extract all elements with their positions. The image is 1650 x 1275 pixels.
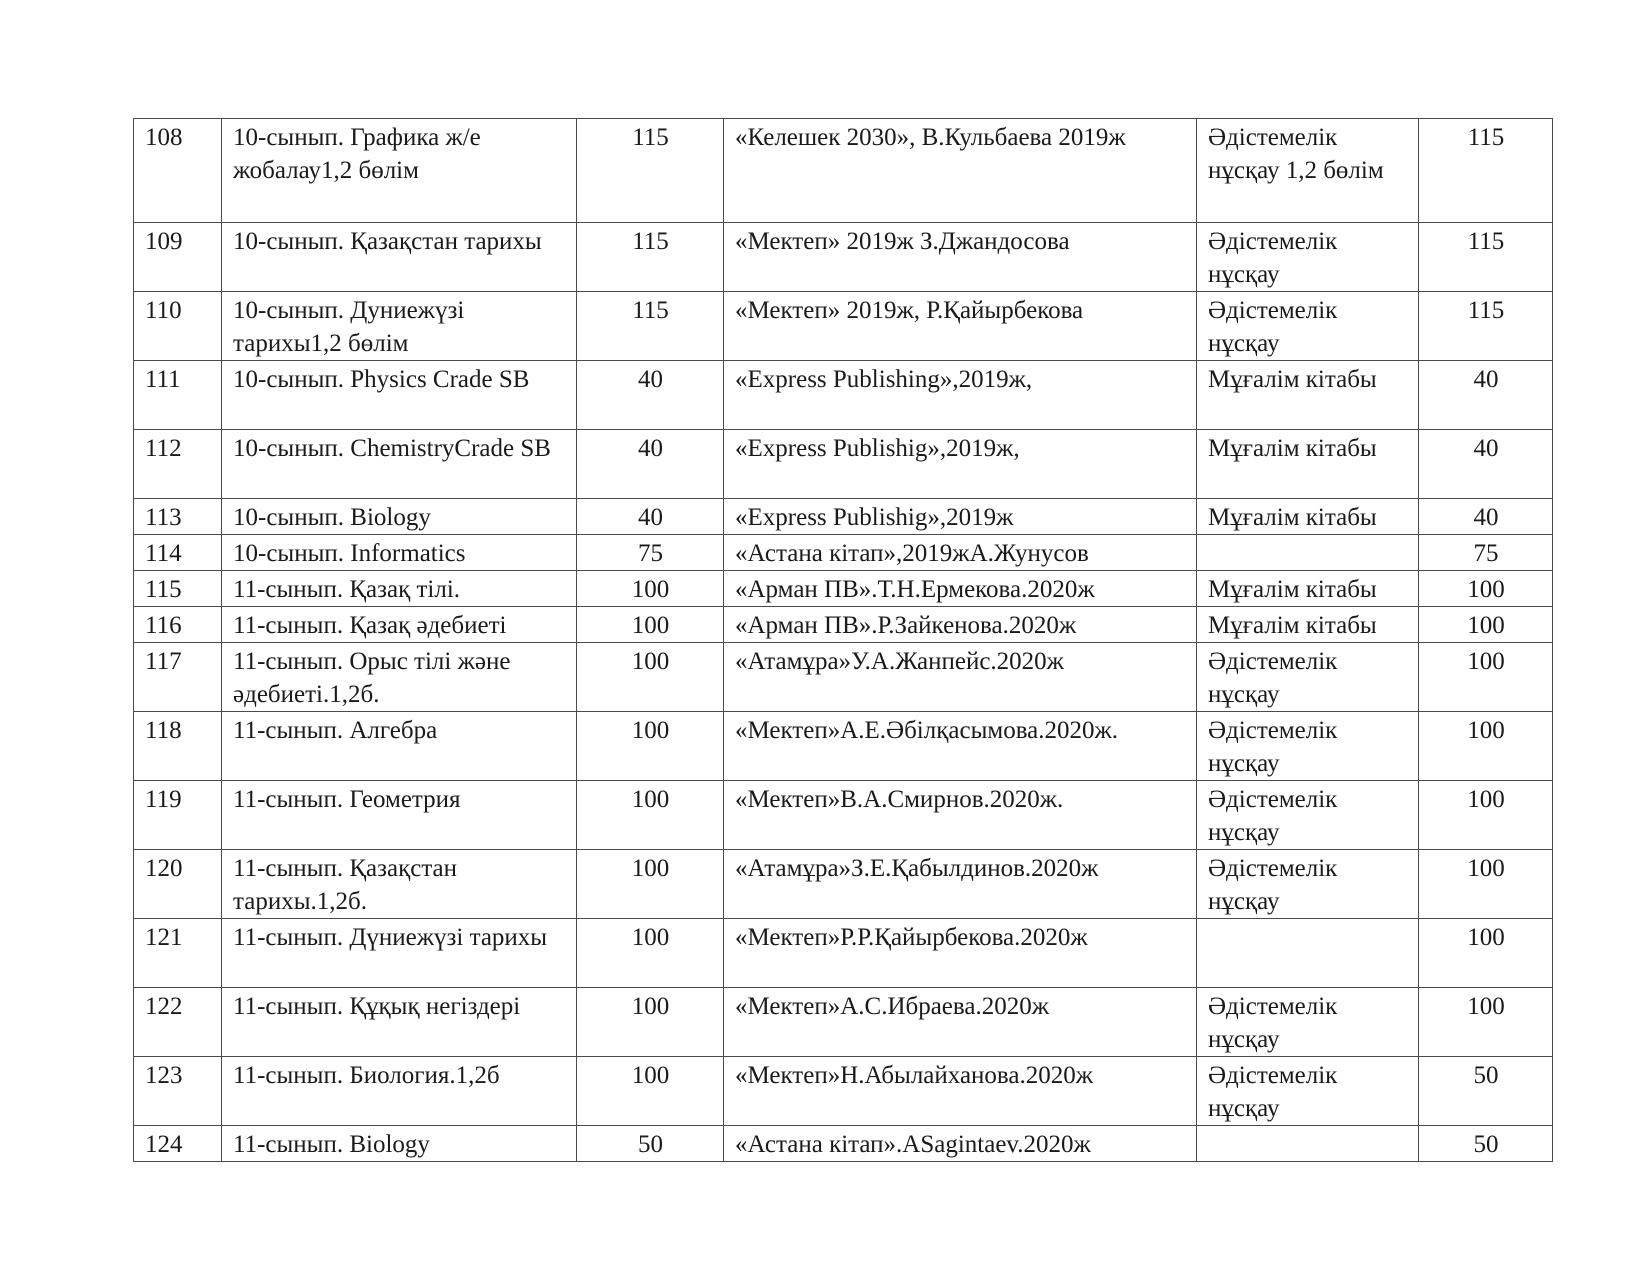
publisher-cell: «Келешек 2030», В.Кульбаева 2019ж (724, 119, 1197, 223)
quantity-issued-cell: 40 (1419, 430, 1553, 499)
quantity-cell: 100 (577, 712, 724, 781)
title-cell: 11-сынып. Орыс тілі және әдебиеті.1,2б. (222, 643, 577, 712)
table-row (134, 712, 1553, 781)
title-cell: 11-сынып. Biology (222, 1126, 577, 1162)
table-row (134, 988, 1553, 1057)
type-cell: Әдістемелік нұсқау 1,2 бөлім (1197, 119, 1419, 223)
quantity-issued-cell: 100 (1419, 607, 1553, 643)
title-cell: 11-сынып. Қазақстан тарихы.1,2б. (222, 850, 577, 919)
quantity-cell: 40 (577, 430, 724, 499)
quantity-cell: 40 (577, 361, 724, 430)
table-row (134, 607, 1553, 643)
publisher-cell: «Мектеп» 2019ж, Р.Қайырбекова (724, 292, 1197, 361)
publisher-cell: «Мектеп»Н.Абылайханова.2020ж (724, 1057, 1197, 1126)
quantity-cell: 100 (577, 988, 724, 1057)
row-number-cell: 108 (134, 119, 222, 223)
publisher-cell: «Мектеп» 2019ж З.Джандосова (724, 223, 1197, 292)
title-cell: 11-сынып. Алгебра (222, 712, 577, 781)
title-cell: 10-сынып. Қазақстан тарихы (222, 223, 577, 292)
quantity-issued-cell: 115 (1419, 223, 1553, 292)
quantity-issued-cell: 100 (1419, 988, 1553, 1057)
publisher-cell: «Атамұра»У.А.Жанпейс.2020ж (724, 643, 1197, 712)
quantity-cell: 40 (577, 499, 724, 535)
quantity-cell: 100 (577, 850, 724, 919)
type-cell: Әдістемелік нұсқау (1197, 292, 1419, 361)
textbook-table (133, 118, 1553, 1162)
quantity-cell: 100 (577, 571, 724, 607)
row-number-cell: 110 (134, 292, 222, 361)
row-number-cell: 123 (134, 1057, 222, 1126)
table-body (134, 119, 1553, 1162)
title-cell: 11-сынып. Қазақ тілі. (222, 571, 577, 607)
quantity-issued-cell: 50 (1419, 1126, 1553, 1162)
publisher-cell: «Мектеп»Р.Р.Қайырбекова.2020ж (724, 919, 1197, 988)
type-cell: Әдістемелік нұсқау (1197, 1057, 1419, 1126)
quantity-issued-cell: 100 (1419, 712, 1553, 781)
type-cell: Әдістемелік нұсқау (1197, 643, 1419, 712)
type-cell: Әдістемелік нұсқау (1197, 988, 1419, 1057)
title-cell: 11-сынып. Биология.1,2б (222, 1057, 577, 1126)
publisher-cell: «Express Publishing»,2019ж, (724, 361, 1197, 430)
row-number-cell: 114 (134, 535, 222, 571)
row-number-cell: 111 (134, 361, 222, 430)
quantity-issued-cell: 100 (1419, 643, 1553, 712)
publisher-cell: «Астана кітап».ASagintaev.2020ж (724, 1126, 1197, 1162)
type-cell (1197, 1126, 1419, 1162)
quantity-cell: 50 (577, 1126, 724, 1162)
publisher-cell: «Арман ПВ».Р.Зайкенова.2020ж (724, 607, 1197, 643)
quantity-issued-cell: 50 (1419, 1057, 1553, 1126)
quantity-cell: 100 (577, 781, 724, 850)
title-cell: 11-сынып. Қазақ әдебиеті (222, 607, 577, 643)
type-cell: Мұғалім кітабы (1197, 361, 1419, 430)
table-row (134, 361, 1553, 430)
publisher-cell: «Express Publishig»,2019ж (724, 499, 1197, 535)
type-cell: Әдістемелік нұсқау (1197, 223, 1419, 292)
type-cell: Мұғалім кітабы (1197, 499, 1419, 535)
quantity-issued-cell: 75 (1419, 535, 1553, 571)
quantity-issued-cell: 100 (1419, 919, 1553, 988)
quantity-issued-cell: 100 (1419, 781, 1553, 850)
row-number-cell: 121 (134, 919, 222, 988)
title-cell: 11-сынып. Құқық негіздері (222, 988, 577, 1057)
type-cell (1197, 535, 1419, 571)
quantity-cell: 100 (577, 643, 724, 712)
table-row (134, 119, 1553, 223)
quantity-cell: 115 (577, 223, 724, 292)
row-number-cell: 117 (134, 643, 222, 712)
quantity-cell: 115 (577, 119, 724, 223)
row-number-cell: 109 (134, 223, 222, 292)
table-row (134, 292, 1553, 361)
table-row (134, 643, 1553, 712)
table-row (134, 850, 1553, 919)
quantity-issued-cell: 40 (1419, 361, 1553, 430)
table-row (134, 223, 1553, 292)
row-number-cell: 116 (134, 607, 222, 643)
type-cell: Әдістемелік нұсқау (1197, 712, 1419, 781)
row-number-cell: 112 (134, 430, 222, 499)
publisher-cell: «Мектеп»А.Е.Әбілқасымова.2020ж. (724, 712, 1197, 781)
publisher-cell: «Атамұра»З.Е.Қабылдинов.2020ж (724, 850, 1197, 919)
type-cell: Әдістемелік нұсқау (1197, 850, 1419, 919)
quantity-cell: 115 (577, 292, 724, 361)
row-number-cell: 118 (134, 712, 222, 781)
table-row (134, 535, 1553, 571)
table-row (134, 1057, 1553, 1126)
table-row (134, 571, 1553, 607)
publisher-cell: «Мектеп»В.А.Смирнов.2020ж. (724, 781, 1197, 850)
quantity-issued-cell: 115 (1419, 119, 1553, 223)
quantity-cell: 100 (577, 607, 724, 643)
quantity-issued-cell: 115 (1419, 292, 1553, 361)
table-row (134, 499, 1553, 535)
table-row (134, 919, 1553, 988)
quantity-issued-cell: 100 (1419, 850, 1553, 919)
publisher-cell: «Мектеп»А.С.Ибраева.2020ж (724, 988, 1197, 1057)
type-cell: Әдістемелік нұсқау (1197, 781, 1419, 850)
row-number-cell: 113 (134, 499, 222, 535)
table-row (134, 430, 1553, 499)
quantity-cell: 100 (577, 1057, 724, 1126)
publisher-cell: «Астана кітап»,2019жА.Жунусов (724, 535, 1197, 571)
title-cell: 10-сынып. ChemistryCrade SB (222, 430, 577, 499)
title-cell: 10-сынып. Informatics (222, 535, 577, 571)
title-cell: 11-сынып. Геометрия (222, 781, 577, 850)
publisher-cell: «Арман ПВ».Т.Н.Ермекова.2020ж (724, 571, 1197, 607)
quantity-cell: 100 (577, 919, 724, 988)
table-row (134, 781, 1553, 850)
publisher-cell: «Express Publishig»,2019ж, (724, 430, 1197, 499)
row-number-cell: 124 (134, 1126, 222, 1162)
title-cell: 10-сынып. Physics Crade SB (222, 361, 577, 430)
title-cell: 11-сынып. Дүниежүзі тарихы (222, 919, 577, 988)
type-cell: Мұғалім кітабы (1197, 430, 1419, 499)
table-row (134, 1126, 1553, 1162)
quantity-issued-cell: 40 (1419, 499, 1553, 535)
row-number-cell: 122 (134, 988, 222, 1057)
title-cell: 10-сынып. Графика ж/е жобалау1,2 бөлім (222, 119, 577, 223)
type-cell: Мұғалім кітабы (1197, 607, 1419, 643)
type-cell (1197, 919, 1419, 988)
row-number-cell: 115 (134, 571, 222, 607)
type-cell: Мұғалім кітабы (1197, 571, 1419, 607)
row-number-cell: 119 (134, 781, 222, 850)
quantity-cell: 75 (577, 535, 724, 571)
quantity-issued-cell: 100 (1419, 571, 1553, 607)
row-number-cell: 120 (134, 850, 222, 919)
title-cell: 10-сынып. Дуниежүзі тарихы1,2 бөлім (222, 292, 577, 361)
title-cell: 10-сынып. Biology (222, 499, 577, 535)
